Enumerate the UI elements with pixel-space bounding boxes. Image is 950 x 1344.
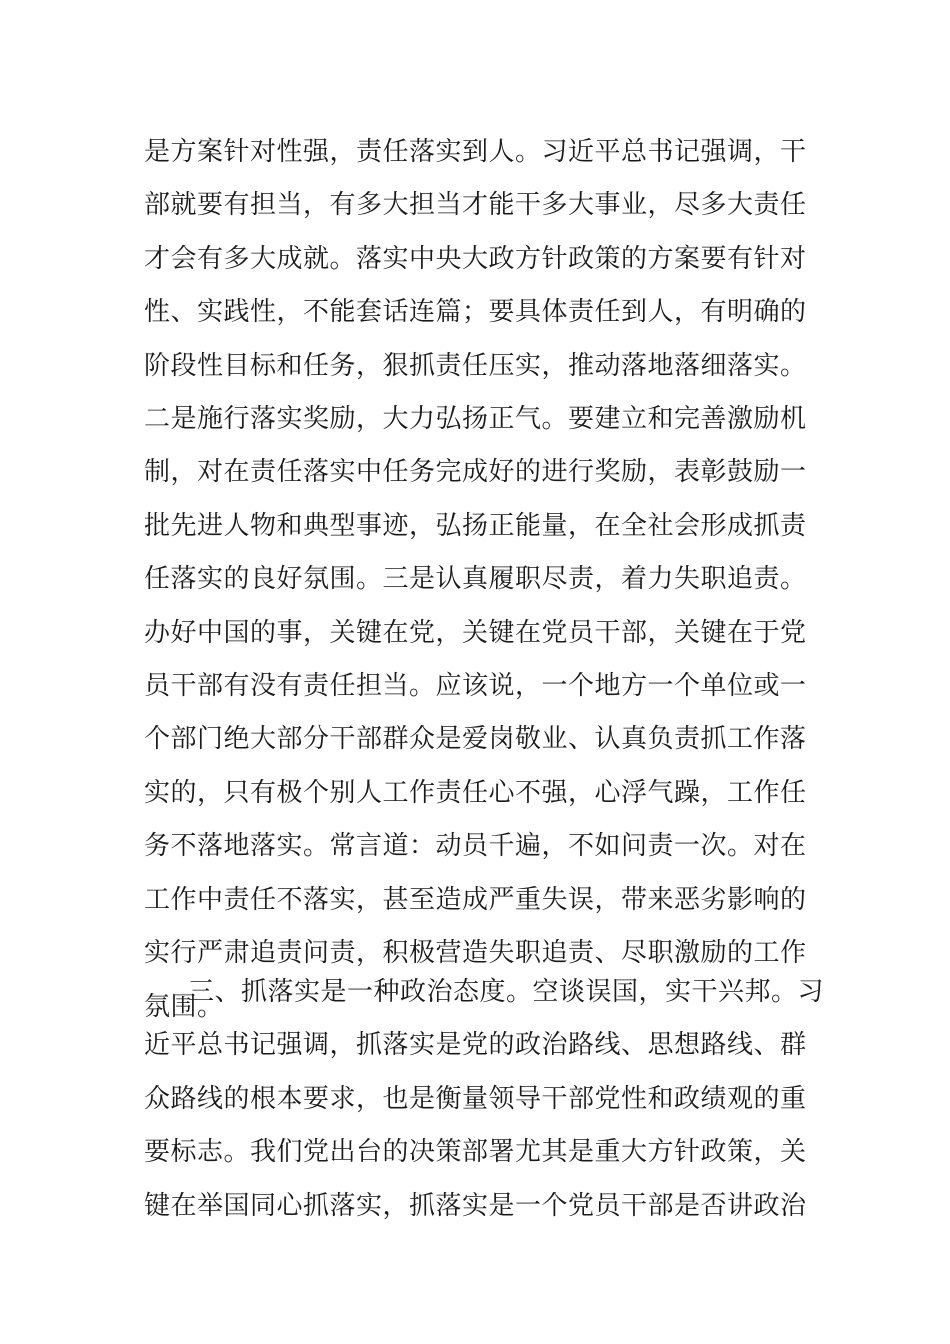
- paragraph-line: 阶段性目标和任务，狠抓责任压实，推动落地落细落实。: [144, 350, 807, 381]
- paragraph-line: 个部门绝大部分干部群众是爱岗敬业、认真负责抓工作落: [144, 724, 807, 755]
- paragraph-line: 二是施行落实奖励，大力弘扬正气。要建立和完善激励机: [144, 404, 807, 435]
- paragraph-line: 实行严肃追责问责，积极营造失职追责、尽职激励的工作: [144, 938, 807, 969]
- paragraph-line: 办好中国的事，关键在党，关键在党员干部，关键在于党: [144, 617, 807, 648]
- paragraph-line: 批先进人物和典型事迹，弘扬正能量，在全社会形成抓责: [144, 510, 807, 541]
- paragraph-line: 是方案针对性强，责任落实到人。习近平总书记强调，干: [144, 137, 807, 167]
- paragraph-1: [144, 126, 825, 1034]
- paragraph-line: 氛围。: [144, 991, 224, 1022]
- paragraph-line: 三、抓落实是一种政治态度。空谈误国，实干兴邦。习: [188, 977, 825, 1007]
- paragraph-line: 任落实的良好氛围。三是认真履职尽责，着力失职追责。: [144, 564, 807, 595]
- paragraph-2: [144, 966, 825, 1233]
- paragraph-line: 部就要有担当，有多大担当才能干多大事业，尽多大责任: [144, 190, 807, 221]
- paragraph-line: 要标志。我们党出台的决策部署尤其是重大方针政策，关: [144, 1137, 807, 1168]
- paragraph-line: 务不落地落实。常言道：动员千遍，不如问责一次。对在: [144, 831, 807, 862]
- paragraph-line: 众路线的根本要求，也是衡量领导干部党性和政绩观的重: [144, 1083, 807, 1114]
- paragraph-line: 员干部有没有责任担当。应该说，一个地方一个单位或一: [144, 671, 807, 702]
- paragraph-line: 实的，只有极个别人工作责任心不强，心浮气躁，工作任: [144, 777, 807, 808]
- paragraph-line: 制，对在责任落实中任务完成好的进行奖励，表彰鼓励一: [144, 457, 807, 488]
- paragraph-line: 工作中责任不落实，甚至造成严重失误，带来恶劣影响的: [144, 884, 807, 915]
- paragraph-line: 性、实践性，不能套话连篇；要具体责任到人，有明确的: [144, 297, 807, 328]
- paragraph-line: 近平总书记强调，抓落实是党的政治路线、思想路线、群: [144, 1030, 807, 1061]
- paragraph-line: 才会有多大成就。落实中央大政方针政策的方案要有针对: [144, 243, 807, 274]
- paragraph-line: 键在举国同心抓落实，抓落实是一个党员干部是否讲政治: [144, 1190, 807, 1221]
